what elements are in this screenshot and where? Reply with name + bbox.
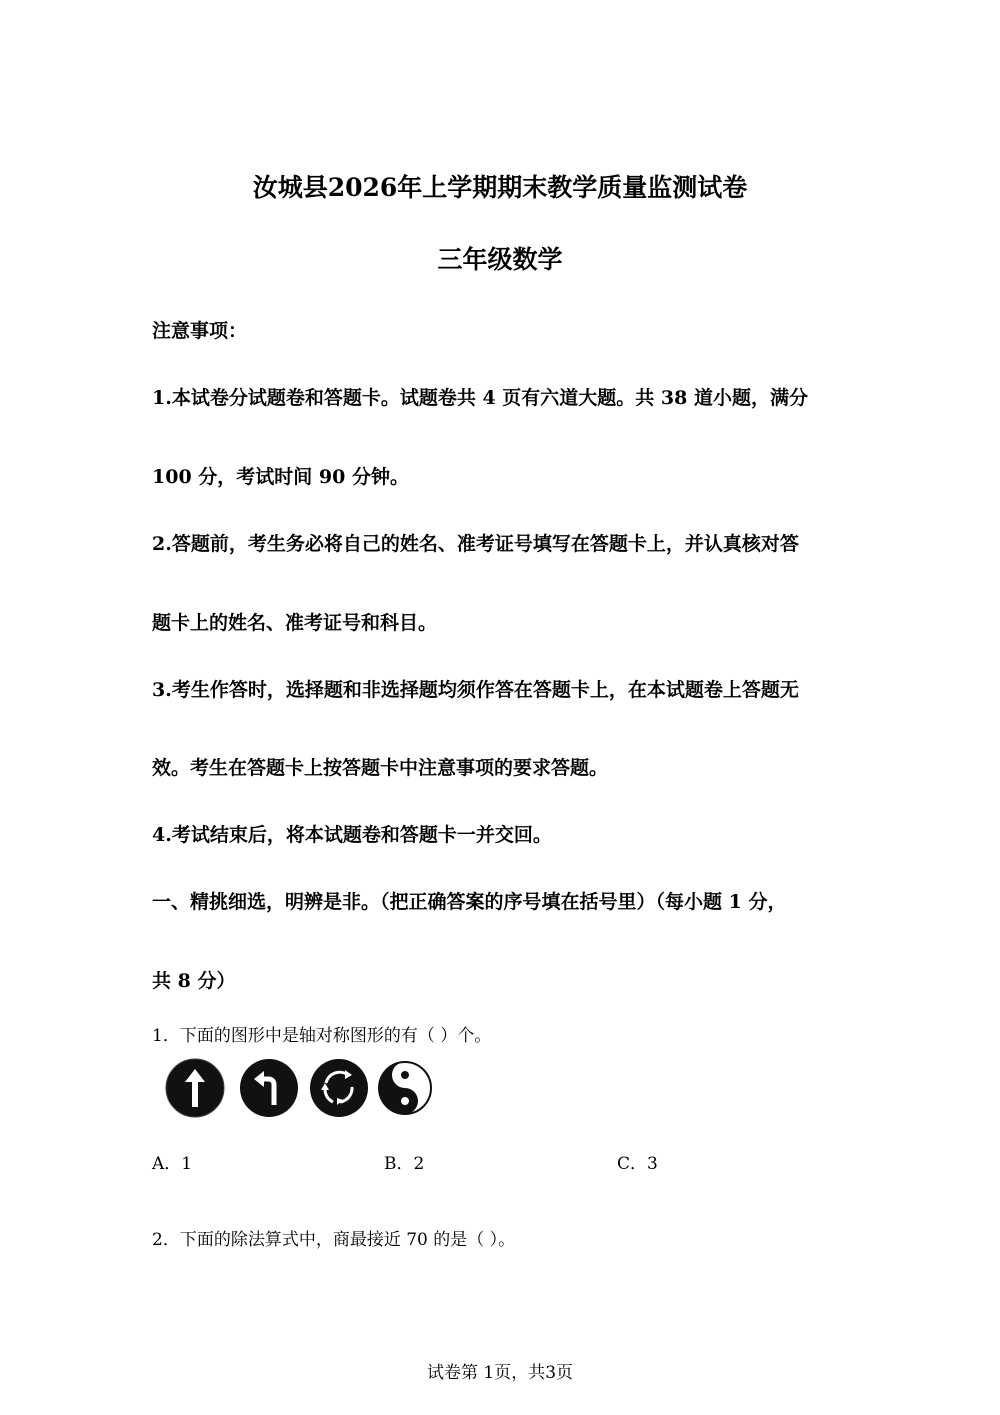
notice-item-1-line-2: 100 分，考试时间 90 分钟。 (152, 466, 409, 488)
question-1-figures (164, 1057, 434, 1121)
exam-subject: 三年级数学 (437, 245, 563, 274)
question-2-text: 2．下面的除法算式中，商最接近 70 的是（ ）。 (152, 1230, 516, 1250)
notice-item-2-line-2: 题卡上的姓名、准考证号和科目。 (152, 612, 438, 634)
notice-item-4: 4.考试结束后，将本试题卷和答题卡一并交回。 (152, 824, 552, 846)
notice-item-3-line-2: 效。考生在答题卡上按答题卡中注意事项的要求答题。 (152, 757, 609, 779)
question-1-option-a: A．1 (152, 1154, 193, 1174)
question-1-option-b: B．2 (384, 1154, 425, 1174)
turn-left-sign-icon (238, 1057, 300, 1119)
notice-item-3-line-1: 3.考生作答时，选择题和非选择题均须作答在答题卡上，在本试题卷上答题无 (152, 679, 799, 701)
yin-yang-icon (374, 1057, 436, 1119)
section-1-heading-line-1: 一、精挑细选，明辨是非。（把正确答案的序号填在括号里）（每小题 1 分， (152, 891, 787, 913)
arrow-up-sign-icon (164, 1057, 226, 1119)
question-1-option-c: C．3 (617, 1154, 658, 1174)
notice-item-2-line-1: 2.答题前，考生务必将自己的姓名、准考证号填写在答题卡上，并认真核对答 (152, 533, 799, 555)
exam-title: 汝城县2026年上学期期末教学质量监测试卷 (252, 173, 748, 202)
notice-item-1-line-1: 1.本试卷分试题卷和答题卡。试题卷共 4 页有六道大题。共 38 道小题，满分 (152, 387, 808, 409)
question-1-text: 1．下面的图形中是轴对称图形的有（ ）个。 (152, 1026, 492, 1046)
circular-arrows-sign-icon (308, 1057, 370, 1119)
notice-heading: 注意事项： (152, 320, 248, 342)
section-1-heading-line-2: 共 8 分） (152, 970, 236, 992)
page-footer: 试卷第 1页，共3页 (426, 1363, 574, 1383)
